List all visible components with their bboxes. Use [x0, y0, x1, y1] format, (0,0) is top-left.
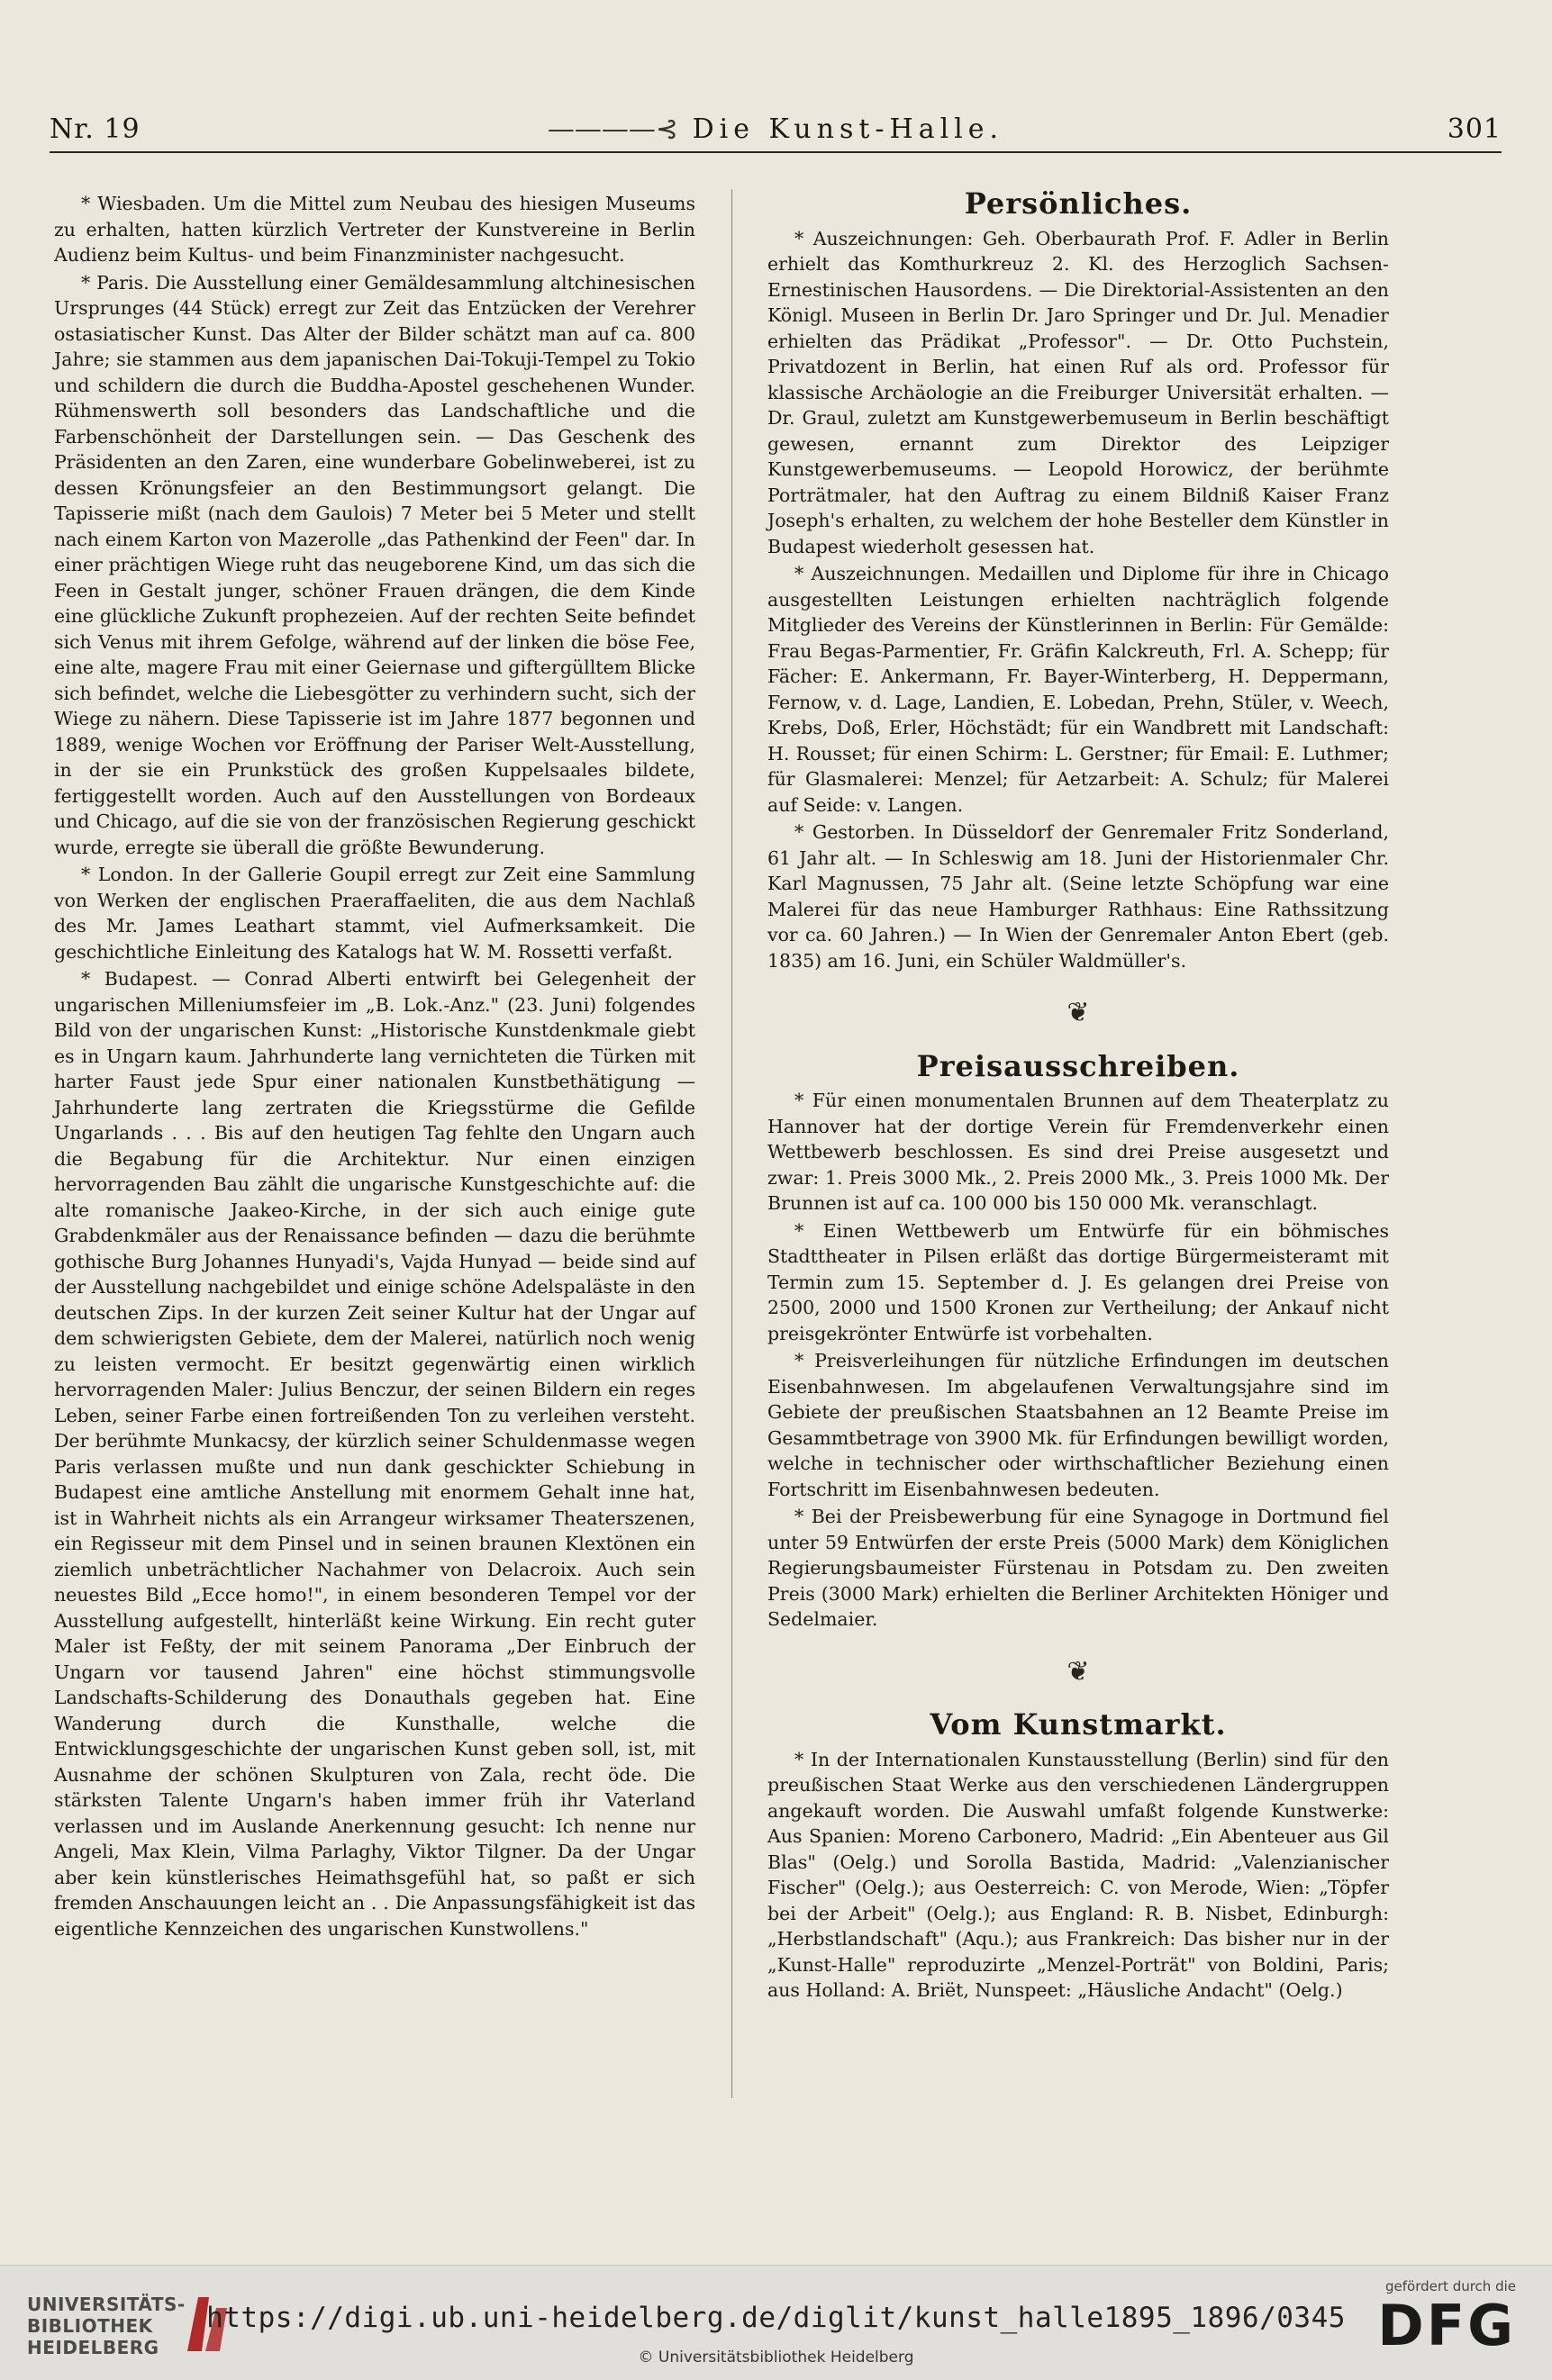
paragraph-paris: * Paris. Die Ausstellung einer Gemäldesammlung altchinesischen Ursprunges (44 Stück) erregt zur Zeit das Entzücken der Verehrer ostasiatischer Kunst. Das Alter der Bilder schätzt man auf ca. 800 Jahre; sie stammen aus dem japanischen Dai-Tokuji-Tempel zu Tokio und schildern die durch die Buddha-Apostel geschehenen Wunder. Rühmenswerth soll besonders das Landschaftliche und die Farbenschönheit der Darstellungen sein. — Das Geschenk des Präsidenten an den Zaren, eine wunderbare Gobelinweberei, ist zu dessen Krönungsfeier an den Bestimmungsort gelangt. Die Tapisserie mißt (nach dem Gaulois) 7 Meter bei 5 Meter und stellt nach einem Karton von Mazerolle „das Pathenkind der Feen" dar. In einer prächtigen Wiege ruht das neugeborene Kind, um das sich die Feen in Gestalt junger, schöner Frauen drängen, die dem Kinde eine glückliche Zukunft prophezeien. Auf der rechten Seite befindet sich Venus mit ihrem Gefolge, während auf der linken die böse Fee, eine alte, magere Frau mit einer Geiernase und giftergülltem Blicke sich befindet, welche die Liebesgötter zu verhindern sucht, sich der Wiege zu nähern. Diese Tapisserie ist im Jahre 1877 begonnen und 1889, wenige Wochen vor Eröffnung der Pariser Welt-Ausstellung, in der sie ein Prunkstück des großen Kuppelsaales bildete, fertiggestellt worden. Auch auf den Ausstellungen von Bordeaux und Chicago, auf die sie von der französischen Regierung geschickt wurde, erregte sie überall die größte Bewunderung.	[54, 271, 695, 858]
logo-line: BIBLIOTHEK	[27, 2315, 153, 2337]
logo-line: HEIDELBERG	[27, 2337, 159, 2358]
dfg-logo[interactable]	[1363, 2278, 1516, 2368]
dfg-logo-text: DFG	[1377, 2293, 1516, 2358]
column-divider	[731, 189, 732, 2098]
copyright-notice: © Universitätsbibliothek Heidelberg	[638, 2348, 914, 2366]
paragraph-synagoge: * Bei der Preisbewerbung für eine Synagoge in Dortmund fiel unter 59 Entwürfen der erste Preis (5000 Mark) dem Königlichen Regierungsbaumeister Fürstenau in Potsdam zu. Den zweiten Preis (3000 Mark) erhielten die Berliner Architekten Höniger und Sedelmaier.	[767, 1506, 1389, 1630]
left-column	[54, 191, 695, 1943]
paragraph-preisverleihungen: * Preisverleihungen für nützliche Erfindungen im deutschen Eisenbahnwesen. Im abgelaufenen Verwaltungsjahre sind im Gebiete der preußischen Staatsbahnen an 12 Beamte Preise im Gesammtbetrage von 3900 Mk. für Erfindungen bewilligt worden, welche in technischer oder wirthschaftlicher Beziehung einen Fortschritt im Eisenbahnwesen bedeuten.	[767, 1350, 1389, 1500]
logo-line: UNIVERSITÄTS-	[27, 2294, 186, 2315]
page-number: 301	[1447, 113, 1502, 145]
paragraph-london: * London. In der Gallerie Goupil erregt zur Zeit eine Sammlung von Werken der englischen Praeraffaeliten, die aus dem Nachlaß des Mr. James Leathart stammt, viel Aufmerksamkeit. Die geschichtliche Einleitung des Katalogs hat W. M. Rossetti verfaßt.	[54, 864, 695, 963]
paragraph-auszeichnungen-2: * Auszeichnungen. Medaillen und Diplome für ihre in Chicago ausgestellten Leistungen erhielten nachträglich folgende Mitglieder des Vereins der Künstlerinnen in Berlin: Für Gemälde: Frau Begas-Parmentier, Fr. Gräfin Kalckreuth, Frl. A. Schepp; für Fächer: E. Ankermann, Fr. Bayer-Winterberg, H. Deppermann, Fernow, v. d. Lage, Landien, E. Lobedan, Prehn, Stüler, v. Weech, Krebs, Doß, Erler, Höchstädt; für ein Wandbrett mit Landschaft: H. Rousset; für einen Schirm: L. Gerstner; für Email: E. Luthmer; für Glasmalerei: Menzel; für Aetzarbeit: A. Schulz; für Malerei auf Seide: v. Langen.	[767, 563, 1389, 816]
section-heading-persoenliches: Persönliches.	[964, 186, 1193, 221]
viewer-footer	[0, 2265, 1552, 2380]
paragraph-kunstausstellung: * In der Internationalen Kunstausstellung (Berlin) sind für den preußischen Staat Werke aus den verschiedenen Ländergruppen angekauft worden. Die Auswahl umfaßt folgende Kunstwerke: Aus Spanien: Moreno Carbonero, Madrid: „Ein Abenteuer aus Gil Blas" (Oelg.) und Sorolla Bastida, Madrid: „Valenzianischer Fischer" (Oelg.); aus Oesterreich: C. von Merode, Wien: „Töpfer bei der Arbeit" (Oelg.); aus England: R. B. Nisbet, Edinburgh: „Herbstlandschaft" (Aqu.); aus Frankreich: Das bisher nur in der „Kunst-Halle" reproduzirte „Menzel-Porträt" von Boldini, Paris; aus Holland: A. Briët, Nunspeet: „Häusliche Andacht" (Oelg.)	[767, 1748, 1389, 2001]
paragraph-auszeichnungen-1: * Auszeichnungen: Geh. Oberbaurath Prof. F. Adler in Berlin erhielt das Komthurkreuz 2. Kl. des Herzoglich Sachsen-Ernestinischen Hausordens. — Die Direktorial-Assistenten an den Königl. Museen in Berlin Dr. Jaro Springer und Dr. Jul. Menadier erhielten das Prädikat „Professor". — Dr. Otto Puchstein, Privatdozent in Berlin, hat einen Ruf als ord. Professor für klassische Archäologie an die Freiburger Universität erhalten. — Dr. Graul, zuletzt am Kunstgewerbemuseum in Berlin beschäftigt gewesen, ernannt zum Direktor des Leipziger Kunstgewerbemuseums. — Leopold Horowicz, der berühmte Porträtmaler, hat den Auftrag zu einem Bildniß Kaiser Franz Joseph's erhalten, zu welchem der hohe Besteller dem Künstler in Budapest wiederholt gesessen hat.	[767, 227, 1389, 557]
dfg-caption: gefördert durch die	[1385, 2278, 1516, 2294]
running-header	[50, 106, 1502, 151]
issue-number: Nr. 19	[50, 113, 141, 145]
paragraph-pilsen: * Einen Wettbewerb um Entwürfe für ein böhmisches Stadttheater in Pilsen erläßt das dortige Bürgermeisteramt mit Termin zum 15. September d. J. Es gelangen drei Preise von 2500, 2000 und 1500 Kronen zur Vertheilung; der Ankauf nicht preisgekrönter Entwürfe ist vorbehalten.	[767, 1219, 1389, 1344]
journal-title	[50, 113, 1502, 145]
paragraph-budapest: * Budapest. — Conrad Alberti entwirft bei Gelegenheit der ungarischen Milleniumsfeier im „B. Lok.-Anz." (23. Juni) folgendes Bild von der ungarischen Kunst: „Historische Kunstdenkmale giebt es in Ungarn kaum. Jahrhunderte lang vernichteten die Türken mit harter Faust jede Spur einer nationalen Kunstbethätigung — Jahrhunderte lang zertraten die Kriegsstürme die Gefilde Ungarlands . . . Bis auf den heutigen Tag fehlte den Ungarn auch die Begabung für die Architektur. Nur einen einzigen hervorragenden Bau zählt die ungarische Kunstgeschichte auf: die alte romanische Jaakeo-Kirche, in der sich auch einige gute Grabdenkmäler aus der Renaissance befinden — dazu die berühmte gothische Burg Johannes Hunyadi's, Vajda Hunyad — beide sind auf der Ausstellung nachgebildet und einige schöne Adelspaläste in den deutschen Zips. In der kurzen Zeit seiner Kultur hat der Ungar auf dem schwierigsten Gebiete, dem der Malerei, natürlich noch wenig zu leisten vermocht. Er besitzt gegenwärtig einen wirklich hervorragenden Maler: Julius Benczur, der seinen Bildern ein reges Leben, seiner Farbe einen fortreißenden Ton zu verleihen versteht. Der berühmte Munkacsy, der kürzlich seiner Schuldenmasse wegen Paris verlassen mußte und nun dank geschickter Schiebung in Budapest eine amtliche Anstellung mit enormem Gehalt inne hat, ist in Wahrheit nichts als ein Arrangeur wirksamer Theaterszenen, ein Regisseur mit dem Pinsel und in seinen braunen Klextönen ein ziemlich unbeträchtlicher Nachahmer von Delacroix. Auch sein neuestes Bild „Ecce homo!", in einem besonderen Tempel vor der Ausstellung aufgestellt, hinterläßt keine Wirkung. Ein recht guter Maler ist Feßty, der mit seinem Panorama „Der Einbruch der Ungarn vor tausend Jahren" eine höchst stimmungsvolle Landschafts-Schilderung des Donauthals gegeben hat. Eine Wanderung durch die Kunsthalle, welche die Entwicklungsgeschichte der ungarischen Kunst geben soll, ist, mit Ausnahme der schönen Skulpturen von Zala, recht öde. Die stärksten Talente Ungarn's haben immer früh ihr Vaterland verlassen und im Auslande Anerkennung gesucht: Ich nenne nur Angeli, Max Klein, Vilma Parlaghy, Viktor Tilgner. Da der Ungar aber kein künstlerisches Heimathsgefühl hat, so paßt er sich fremden Anschauungen leicht an . . Die Anpassungsfähigkeit ist das eigentliche Kennzeichen des ungarischen Kunstwollens."	[54, 968, 695, 1940]
permalink-url[interactable]: https://digi.ub.uni-heidelberg.de/diglit/kunst_halle1895_1896/0345	[206, 2302, 1346, 2334]
fleuron-divider: ❦	[1066, 1655, 1090, 1688]
section-heading-preisausschreiben: Preisausschreiben.	[916, 1048, 1240, 1083]
journal-title-text: Die Kunst-Halle.	[692, 113, 1004, 145]
paragraph-gestorben: * Gestorben. In Düsseldorf der Genremaler Fritz Sonderland, 61 Jahr alt. — In Schleswig am 18. Juni der Historienmaler Chr. Karl Magnussen, 75 Jahr alt. (Seine letzte Schöpfung war eine Malerei für das neue Hamburger Rathhaus: Eine Rathssitzung vor ca. 60 Jahren.) — In Wien der Genremaler Anton Ebert (geb. 1835) am 16. Juni, ein Schüler Waldmüller's.	[767, 821, 1389, 972]
fleuron-divider: ❦	[1066, 997, 1090, 1028]
section-heading-kunstmarkt: Vom Kunstmarkt.	[930, 1707, 1227, 1742]
right-column	[767, 186, 1389, 2005]
header-rule	[50, 151, 1502, 153]
header-ornament: ————⊰	[547, 113, 679, 145]
paragraph-wiesbaden: * Wiesbaden. Um die Mittel zum Neubau des hiesigen Museums zu erhalten, hatten kürzlich Vertreter der Kunstvereine in Berlin Audienz beim Kultus- und beim Finanzminister nachgesucht.	[54, 193, 695, 266]
paragraph-brunnen: * Für einen monumentalen Brunnen auf dem Theaterplatz zu Hannover hat der dortige Verein für Fremdenverkehr einen Wettbewerb beschlossen. Es sind drei Preise ausgesetzt und zwar: 1. Preis 3000 Mk., 2. Preis 2000 Mk., 3. Preis 1000 Mk. Der Brunnen ist auf ca. 100 000 bis 150 000 Mk. veranschlagt.	[767, 1090, 1389, 1214]
